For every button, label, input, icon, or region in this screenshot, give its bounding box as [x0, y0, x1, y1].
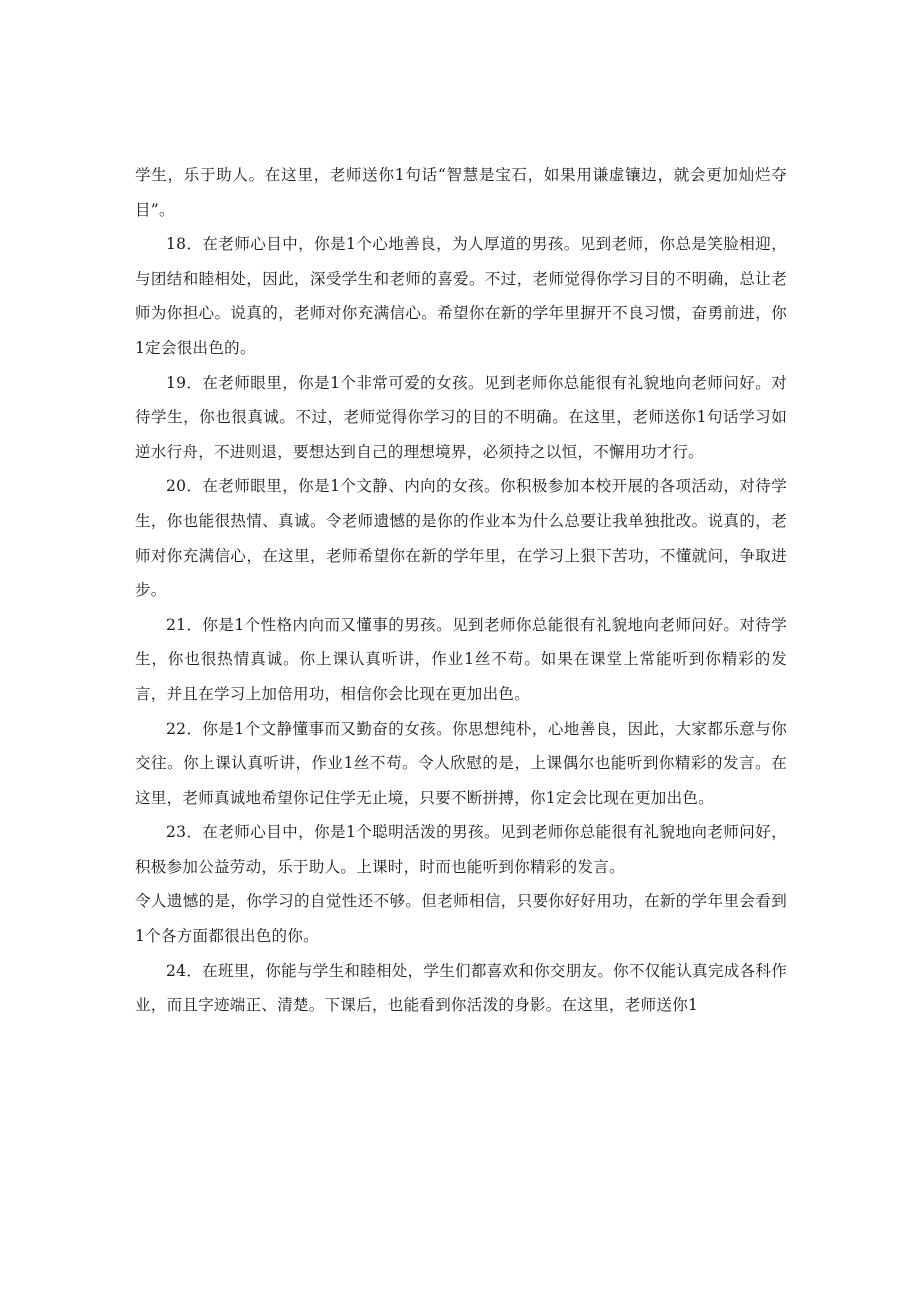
- paragraph-20: 20．在老师眼里，你是1个文静、内向的女孩。你积极参加本校开展的各项活动，对待学生，你也能很热情、真诚。令老师遗憾的是你的作业本为什么总要让我单独批改。说真的，老师对你充满信心，在这里，老师希望你在新的学年里，在学习上狠下苦功，不懂就问，争取进步。: [135, 477, 787, 600]
- paragraph-23: 23．在老师心目中，你是1个聪明活泼的男孩。见到老师你总能很有礼貌地向老师问好，积极参加公益劳动，乐于助人。上课时，时而也能听到你精彩的发言。: [135, 823, 787, 876]
- paragraph-21: 21．你是1个性格内向而又懂事的男孩。见到老师你总能很有礼貌地向老师问好。对待学生，你也很热情真诚。你上课认真听讲，作业1丝不苟。如果在课堂上常能听到你精彩的发言，并且在学习上加倍用功，相信你会比现在更加出色。: [135, 615, 787, 703]
- paragraph-continuation: 学生，乐于助人。在这里，老师送你1句话“智慧是宝石，如果用谦虚镶边，就会更加灿烂夺目”。: [135, 166, 787, 219]
- paragraph-18: 18．在老师心目中，你是1个心地善良，为人厚道的男孩。见到老师，你总是笑脸相迎，与团结和睦相处，因此，深受学生和老师的喜爱。不过，老师觉得你学习目的不明确，总让老师为你担心。说真的，老师对你充满信心。希望你在新的学年里摒开不良习惯，奋勇前进，你1定会很出色的。: [135, 235, 787, 357]
- document-body: [135, 158, 787, 1023]
- paragraph-22: 22．你是1个文静懂事而又勤奋的女孩。你思想纯朴，心地善良，因此，大家都乐意与你交往。你上课认真听讲，作业1丝不苟。令人欣慰的是，上课偶尔也能听到你精彩的发言。在这里，老师真诚地希望你记住学无止境，只要不断拼搏，你1定会比现在更加出色。: [135, 719, 787, 807]
- paragraph-23-continued: 令人遗憾的是，你学习的自觉性还不够。但老师相信，只要你好好用功，在新的学年里会看到1个各方面都很出色的你。: [135, 892, 787, 946]
- paragraph-19: 19．在老师眼里，你是1个非常可爱的女孩。见到老师你总能很有礼貌地向老师问好。对待学生，你也很真诚。不过，老师觉得你学习的目的不明确。在这里，老师送你1句话学习如逆水行舟，不进则退，要想达到自己的理想境界，必须持之以恒，不懈用功才行。: [135, 373, 787, 461]
- paragraph-24: 24．在班里，你能与学生和睦相处，学生们都喜欢和你交朋友。你不仅能认真完成各科作业，而且字迹端正、清楚。下课后，也能看到你活泼的身影。在这里，老师送你1: [135, 961, 787, 1015]
